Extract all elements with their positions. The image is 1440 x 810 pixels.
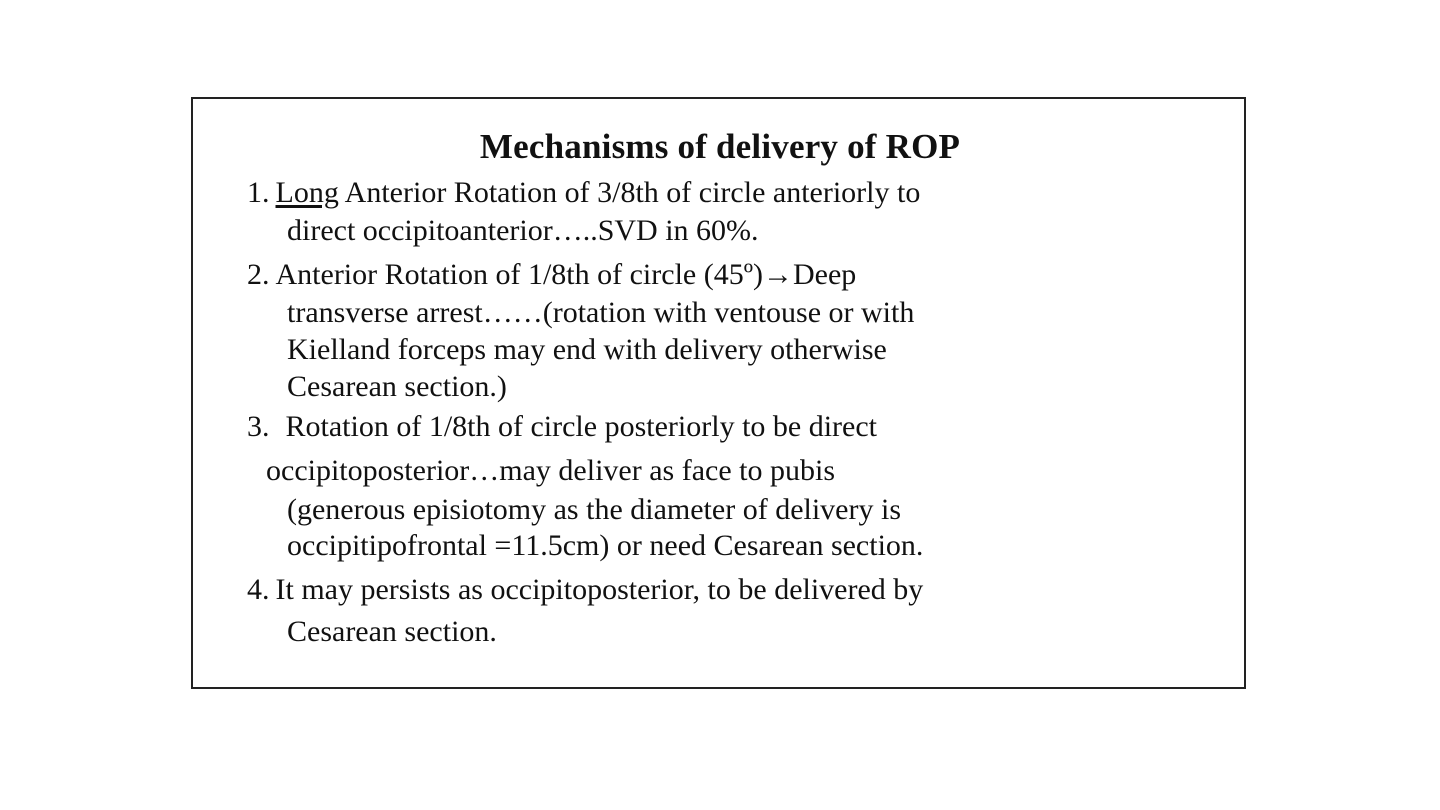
list-item-1-line-2: direct occipitoanterior…..SVD in 60%. (287, 214, 759, 247)
list-item-3-first-line (247, 409, 877, 445)
list-item-4-first-line (247, 572, 923, 608)
list-item-3-line-2: occipitoposterior…may deliver as face to pubis (266, 454, 835, 487)
list-item-2-line-4: Cesarean section.) (287, 370, 507, 403)
list-item-4-number: 4. (247, 573, 270, 606)
list-item-2-number: 2. (247, 258, 270, 291)
list-item-4-text: It may persists as occipitoposterior, to be delivered by (275, 573, 924, 606)
list-item-3-line-4: occipitipofrontal =11.5cm) or need Cesarean section. (287, 529, 924, 562)
list-item-4-line-2: Cesarean section. (287, 615, 497, 648)
list-item-2-first-line (247, 257, 856, 293)
list-item-2-line-2: transverse arrest……(rotation with ventouse or with (287, 296, 915, 329)
list-item-1-text: Anterior Rotation of 3/8th of circle anteriorly to (338, 176, 921, 209)
list-item-1-first-line (247, 175, 920, 211)
list-item-2-line-3: Kielland forceps may end with delivery otherwise (287, 333, 887, 366)
list-item-1-number: 1. (247, 176, 270, 209)
list-item-2-text: Anterior Rotation of 1/8th of circle (45º)→Deep (275, 258, 857, 291)
list-item-1-underlined-word: Long (275, 176, 339, 209)
list-item-3-text: Rotation of 1/8th of circle posteriorly to be direct (285, 410, 878, 443)
list-item-3-line-3: (generous episiotomy as the diameter of delivery is (287, 493, 901, 526)
list-item-3-number: 3. (247, 410, 270, 443)
slide-title: Mechanisms of delivery of ROP (479, 127, 961, 166)
